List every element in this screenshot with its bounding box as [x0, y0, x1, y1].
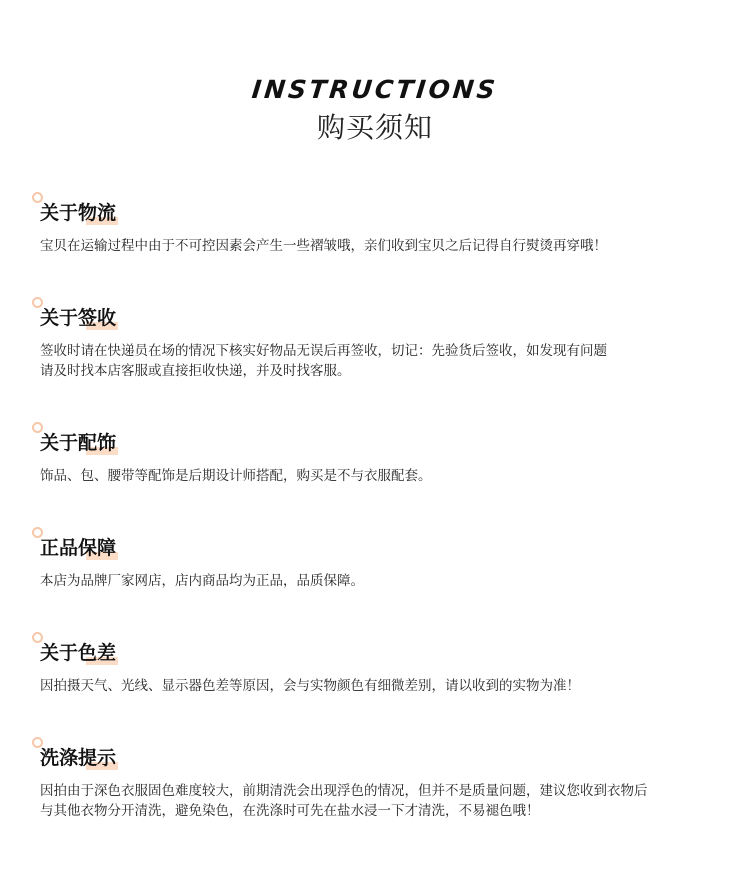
- section-body-line: 宝贝在运输过程中由于不可控因素会产生一些褶皱哦，亲们收到宝贝之后记得自行熨烫再穿哦！: [40, 238, 607, 254]
- section-body-line: 与其他衣物分开清洗，避免染色，在洗涤时可先在盐水浸一下才清洗，不易褪色哦！: [40, 803, 540, 819]
- section-title-text: 关于签收: [40, 307, 117, 329]
- section-title-text: 正品保障: [40, 537, 117, 559]
- section-body-line: 因拍摄天气、光线、显示器色差等原因，会与实物颜色有细微差别，请以收到的实物为准！: [40, 678, 580, 694]
- section-title-text: 关于色差: [40, 642, 117, 664]
- section-body: [40, 571, 730, 591]
- section-body: [40, 341, 730, 381]
- section-body-line: 饰品、包、腰带等配饰是后期设计师搭配，购买是不与衣服配套。: [40, 468, 432, 484]
- page-header: [0, 74, 750, 146]
- section-authenticity: [40, 535, 730, 591]
- section-body-line: 本店为品牌厂家网店，店内商品均为正品，品质保障。: [40, 573, 364, 589]
- section-title: [40, 535, 116, 561]
- section-body: [40, 676, 730, 696]
- section-title: [40, 200, 116, 226]
- section-body-line: 请及时找本店客服或直接拒收快递，并及时找客服。: [40, 363, 351, 379]
- section-washing: [40, 745, 730, 821]
- section-title: [40, 640, 116, 666]
- section-receipt: [40, 305, 730, 381]
- section-body: [40, 466, 730, 486]
- section-title-text: 洗涤提示: [40, 747, 117, 769]
- section-accessories: [40, 430, 730, 486]
- section-body: [40, 236, 730, 256]
- section-logistics: [40, 200, 730, 256]
- page-title-en: INSTRUCTIONS: [250, 75, 500, 104]
- section-title-text: 关于配饰: [40, 432, 117, 454]
- section-title: [40, 430, 116, 456]
- section-color-difference: [40, 640, 730, 696]
- section-title-text: 关于物流: [40, 202, 117, 224]
- section-body-line: 因拍由于深色衣服固色难度较大，前期清洗会出现浮色的情况，但并不是质量问题，建议您收到衣物后: [40, 783, 648, 799]
- page-title-cn: 购买须知: [316, 111, 433, 144]
- section-body: [40, 781, 730, 821]
- section-title: [40, 745, 116, 771]
- section-title: [40, 305, 116, 331]
- section-body-line: 签收时请在快递员在场的情况下核实好物品无误后再签收，切记：先验货后签收，如发现有问题: [40, 343, 607, 359]
